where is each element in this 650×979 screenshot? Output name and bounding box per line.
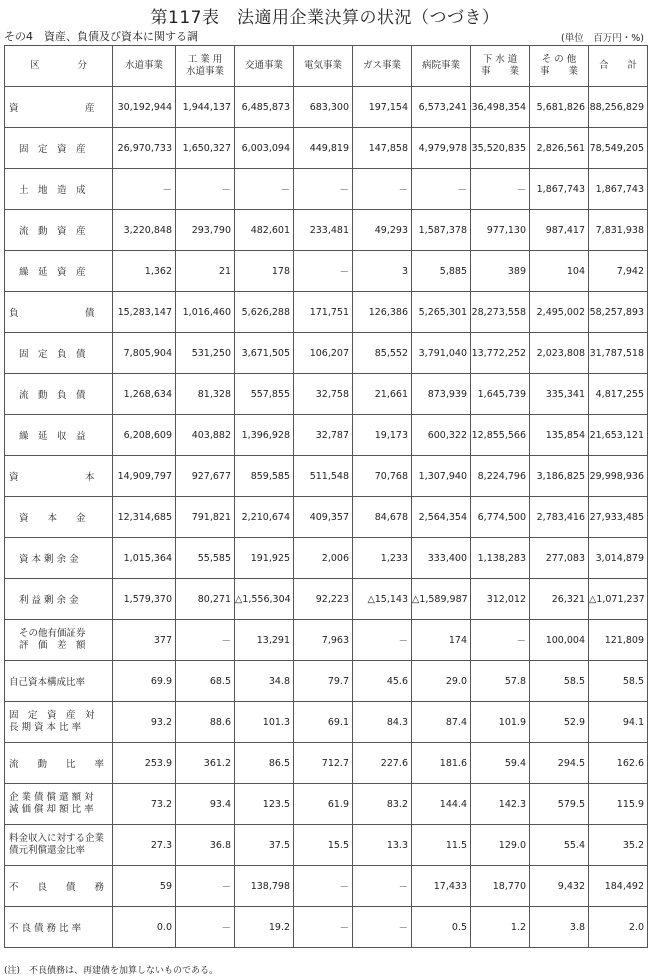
cell-value: 69.1: [294, 702, 353, 743]
cell-value: 18,770: [471, 866, 530, 907]
cell-value: 59.4: [471, 743, 530, 784]
cell-value: －: [176, 620, 235, 661]
cell-value: 34.8: [235, 661, 294, 702]
cell-value: 6,485,873: [235, 87, 294, 128]
cell-value: 3,220,848: [113, 210, 176, 251]
cell-value: 147,858: [353, 128, 412, 169]
cell-value: 0.5: [412, 907, 471, 948]
cell-value: －: [353, 866, 412, 907]
row-label: 利 益 剰 余 金: [5, 579, 113, 620]
cell-value: 791,821: [176, 497, 235, 538]
cell-value: 58.5: [530, 661, 589, 702]
row-label: 繰 延 資 産: [5, 251, 113, 292]
row-label: 固 定 資 産 対 長 期 資 本 比 率: [5, 702, 113, 743]
cell-value: 55,585: [176, 538, 235, 579]
cell-value: 58,257,893: [589, 292, 648, 333]
cell-value: 312,012: [471, 579, 530, 620]
cell-value: 14,909,797: [113, 456, 176, 497]
header-col: 交通事業: [235, 46, 294, 87]
cell-value: 6,573,241: [412, 87, 471, 128]
cell-value: 2,564,354: [412, 497, 471, 538]
cell-value: －: [294, 866, 353, 907]
cell-value: 3.8: [530, 907, 589, 948]
cell-value: 19,173: [353, 415, 412, 456]
cell-value: 17,433: [412, 866, 471, 907]
cell-value: 1,307,940: [412, 456, 471, 497]
cell-value: 1,016,460: [176, 292, 235, 333]
cell-value: 21: [176, 251, 235, 292]
cell-value: 1.2: [471, 907, 530, 948]
cell-value: 135,854: [530, 415, 589, 456]
cell-value: 30,192,944: [113, 87, 176, 128]
row-label: 資 本: [5, 456, 113, 497]
cell-value: 294.5: [530, 743, 589, 784]
cell-value: 2,006: [294, 538, 353, 579]
header-col: 合 計: [589, 46, 648, 87]
header-col: 下 水 道 事 業: [471, 46, 530, 87]
cell-value: 84.3: [353, 702, 412, 743]
row-label: 流 動 負 債: [5, 374, 113, 415]
cell-value: 171,751: [294, 292, 353, 333]
cell-value: 3,014,879: [589, 538, 648, 579]
table-row: [5, 866, 648, 907]
row-label: その他有価証券 評 価 差 額: [5, 620, 113, 661]
cell-value: －: [353, 169, 412, 210]
cell-value: 9,432: [530, 866, 589, 907]
cell-value: 52.9: [530, 702, 589, 743]
cell-value: 80,271: [176, 579, 235, 620]
cell-value: 129.0: [471, 825, 530, 866]
cell-value: 927,677: [176, 456, 235, 497]
header-col: 水道事業: [113, 46, 176, 87]
cell-value: 73.2: [113, 784, 176, 825]
cell-value: －: [353, 907, 412, 948]
cell-value: △15,143: [353, 579, 412, 620]
cell-value: 409,357: [294, 497, 353, 538]
cell-value: 1,579,370: [113, 579, 176, 620]
cell-value: 123.5: [235, 784, 294, 825]
cell-value: 377: [113, 620, 176, 661]
cell-value: 4,979,978: [412, 128, 471, 169]
cell-value: 101.9: [471, 702, 530, 743]
row-label: 固 定 資 産: [5, 128, 113, 169]
cell-value: 45.6: [353, 661, 412, 702]
cell-value: 1,268,634: [113, 374, 176, 415]
cell-value: 121,809: [589, 620, 648, 661]
footnote: (注) 不良債務は、再建債を加算しないものである。: [4, 966, 219, 976]
cell-value: 3,791,040: [412, 333, 471, 374]
cell-value: 4,817,255: [589, 374, 648, 415]
row-label: 流 動 資 産: [5, 210, 113, 251]
table-row: [5, 743, 648, 784]
cell-value: 403,882: [176, 415, 235, 456]
row-label: 資 本 金: [5, 497, 113, 538]
cell-value: 32,787: [294, 415, 353, 456]
cell-value: 68.5: [176, 661, 235, 702]
cell-value: 227.6: [353, 743, 412, 784]
cell-value: 61.9: [294, 784, 353, 825]
cell-value: 11.5: [412, 825, 471, 866]
cell-value: 59: [113, 866, 176, 907]
cell-value: 557,855: [235, 374, 294, 415]
cell-value: 36,498,354: [471, 87, 530, 128]
row-label: 流 動 比 率: [5, 743, 113, 784]
cell-value: 28,273,558: [471, 292, 530, 333]
row-label: 企 業 債 償 還 額 対 減 価 償 却 額 比 率: [5, 784, 113, 825]
row-label: 不 良 債 務 比 率: [5, 907, 113, 948]
cell-value: 5,626,288: [235, 292, 294, 333]
cell-value: 531,250: [176, 333, 235, 374]
cell-value: 15,283,147: [113, 292, 176, 333]
cell-value: △1,589,987: [412, 579, 471, 620]
table-row: [5, 907, 648, 948]
cell-value: 1,645,739: [471, 374, 530, 415]
row-label: 資 産: [5, 87, 113, 128]
cell-value: 197,154: [353, 87, 412, 128]
table-row: [5, 169, 648, 210]
cell-value: 13,291: [235, 620, 294, 661]
table-title: 第117表 法適用企業決算の状況（つづき）: [150, 8, 500, 28]
cell-value: 85,552: [353, 333, 412, 374]
cell-value: 191,925: [235, 538, 294, 579]
cell-value: 1,362: [113, 251, 176, 292]
row-label: 自己資本構成比率: [5, 661, 113, 702]
cell-value: 27.3: [113, 825, 176, 866]
table-row: [5, 292, 648, 333]
cell-value: 35,520,835: [471, 128, 530, 169]
cell-value: 482,601: [235, 210, 294, 251]
cell-value: 115.9: [589, 784, 648, 825]
header-col: 工 業 用 水道事業: [176, 46, 235, 87]
table-row: [5, 497, 648, 538]
header-label: 区 分: [5, 46, 113, 87]
cell-value: 93.4: [176, 784, 235, 825]
cell-value: 13,772,252: [471, 333, 530, 374]
cell-value: －: [176, 907, 235, 948]
header-col: ガス事業: [353, 46, 412, 87]
cell-value: 2,023,808: [530, 333, 589, 374]
cell-value: 1,867,743: [530, 169, 589, 210]
cell-value: 69.9: [113, 661, 176, 702]
cell-value: 233,481: [294, 210, 353, 251]
cell-value: 7,963: [294, 620, 353, 661]
cell-value: 27,933,485: [589, 497, 648, 538]
cell-value: 1,233: [353, 538, 412, 579]
cell-value: 181.6: [412, 743, 471, 784]
cell-value: 106,207: [294, 333, 353, 374]
cell-value: 1,944,137: [176, 87, 235, 128]
row-label: 土 地 造 成: [5, 169, 113, 210]
cell-value: 57.8: [471, 661, 530, 702]
table-row: [5, 579, 648, 620]
cell-value: 5,265,301: [412, 292, 471, 333]
cell-value: －: [235, 169, 294, 210]
cell-value: 2.0: [589, 907, 648, 948]
cell-value: －: [353, 620, 412, 661]
cell-value: 683,300: [294, 87, 353, 128]
cell-value: 94.1: [589, 702, 648, 743]
cell-value: 21,661: [353, 374, 412, 415]
cell-value: 7,942: [589, 251, 648, 292]
table-row: [5, 415, 648, 456]
cell-value: 88.6: [176, 702, 235, 743]
cell-value: －: [176, 169, 235, 210]
cell-value: 1,396,928: [235, 415, 294, 456]
cell-value: 2,495,002: [530, 292, 589, 333]
cell-value: －: [294, 169, 353, 210]
cell-value: －: [471, 169, 530, 210]
table-row: [5, 374, 648, 415]
cell-value: 7,831,938: [589, 210, 648, 251]
cell-value: 1,867,743: [589, 169, 648, 210]
cell-value: 712.7: [294, 743, 353, 784]
cell-value: 49,293: [353, 210, 412, 251]
cell-value: 88,256,829: [589, 87, 648, 128]
table-row: [5, 538, 648, 579]
row-label: 繰 延 収 益: [5, 415, 113, 456]
cell-value: 15.5: [294, 825, 353, 866]
table-row: [5, 825, 648, 866]
cell-value: 449,819: [294, 128, 353, 169]
cell-value: 1,587,378: [412, 210, 471, 251]
cell-value: 600,322: [412, 415, 471, 456]
cell-value: 92,223: [294, 579, 353, 620]
row-label: 料金収入に対する企業 債元利償還金比率: [5, 825, 113, 866]
table-row: [5, 128, 648, 169]
cell-value: 873,939: [412, 374, 471, 415]
table-row: [5, 784, 648, 825]
cell-value: 26,970,733: [113, 128, 176, 169]
table-subtitle: その4 資産、負債及び資本に関する調: [4, 30, 198, 43]
table-row: [5, 251, 648, 292]
cell-value: 6,208,609: [113, 415, 176, 456]
header-col: 電気事業: [294, 46, 353, 87]
cell-value: △1,071,237: [589, 579, 648, 620]
cell-value: △1,556,304: [235, 579, 294, 620]
header-col: 病院事業: [412, 46, 471, 87]
cell-value: 100,004: [530, 620, 589, 661]
cell-value: 13.3: [353, 825, 412, 866]
cell-value: 79.7: [294, 661, 353, 702]
row-label: 資 本 剰 余 金: [5, 538, 113, 579]
cell-value: 5,885: [412, 251, 471, 292]
cell-value: 32,758: [294, 374, 353, 415]
cell-value: －: [176, 866, 235, 907]
cell-value: 31,787,518: [589, 333, 648, 374]
row-label: 負 債: [5, 292, 113, 333]
cell-value: 361.2: [176, 743, 235, 784]
cell-value: 178: [235, 251, 294, 292]
cell-value: 142.3: [471, 784, 530, 825]
cell-value: 333,400: [412, 538, 471, 579]
cell-value: 1,015,364: [113, 538, 176, 579]
table-row: [5, 87, 648, 128]
cell-value: 29,998,936: [589, 456, 648, 497]
cell-value: 86.5: [235, 743, 294, 784]
cell-value: －: [412, 169, 471, 210]
cell-value: 83.2: [353, 784, 412, 825]
unit-label: (単位 百万円・%): [561, 33, 644, 44]
cell-value: 3: [353, 251, 412, 292]
cell-value: 335,341: [530, 374, 589, 415]
cell-value: 104: [530, 251, 589, 292]
table-row: [5, 456, 648, 497]
cell-value: 138,798: [235, 866, 294, 907]
cell-value: 19.2: [235, 907, 294, 948]
cell-value: －: [294, 251, 353, 292]
cell-value: －: [471, 620, 530, 661]
cell-value: 859,585: [235, 456, 294, 497]
cell-value: 126,386: [353, 292, 412, 333]
cell-value: 3,186,825: [530, 456, 589, 497]
cell-value: 12,314,685: [113, 497, 176, 538]
header-row: [5, 46, 648, 87]
cell-value: 6,003,094: [235, 128, 294, 169]
cell-value: 35.2: [589, 825, 648, 866]
table-row: [5, 620, 648, 661]
cell-value: 2,826,561: [530, 128, 589, 169]
cell-value: 511,548: [294, 456, 353, 497]
cell-value: 293,790: [176, 210, 235, 251]
cell-value: 174: [412, 620, 471, 661]
table-row: [5, 661, 648, 702]
cell-value: 37.5: [235, 825, 294, 866]
header-col: そ の 他 事 業: [530, 46, 589, 87]
cell-value: 977,130: [471, 210, 530, 251]
cell-value: 0.0: [113, 907, 176, 948]
cell-value: 389: [471, 251, 530, 292]
cell-value: 29.0: [412, 661, 471, 702]
row-label: 不 良 債 務: [5, 866, 113, 907]
cell-value: 987,417: [530, 210, 589, 251]
cell-value: －: [113, 169, 176, 210]
cell-value: 8,224,796: [471, 456, 530, 497]
cell-value: 55.4: [530, 825, 589, 866]
cell-value: 1,138,283: [471, 538, 530, 579]
cell-value: 253.9: [113, 743, 176, 784]
table-row: [5, 210, 648, 251]
cell-value: 5,681,826: [530, 87, 589, 128]
cell-value: 21,653,121: [589, 415, 648, 456]
cell-value: 3,671,505: [235, 333, 294, 374]
cell-value: 26,321: [530, 579, 589, 620]
cell-value: 36.8: [176, 825, 235, 866]
cell-value: 70,768: [353, 456, 412, 497]
cell-value: 6,774,500: [471, 497, 530, 538]
cell-value: 162.6: [589, 743, 648, 784]
cell-value: 93.2: [113, 702, 176, 743]
row-label: 固 定 負 債: [5, 333, 113, 374]
cell-value: 277,083: [530, 538, 589, 579]
cell-value: 101.3: [235, 702, 294, 743]
cell-value: 84,678: [353, 497, 412, 538]
table-row: [5, 333, 648, 374]
table-row: [5, 702, 648, 743]
cell-value: －: [294, 907, 353, 948]
cell-value: 1,650,327: [176, 128, 235, 169]
cell-value: 144.4: [412, 784, 471, 825]
cell-value: 2,783,416: [530, 497, 589, 538]
cell-value: 12,855,566: [471, 415, 530, 456]
cell-value: 81,328: [176, 374, 235, 415]
cell-value: 58.5: [589, 661, 648, 702]
cell-value: 87.4: [412, 702, 471, 743]
cell-value: 579.5: [530, 784, 589, 825]
cell-value: 7,805,904: [113, 333, 176, 374]
cell-value: 78,549,205: [589, 128, 648, 169]
cell-value: 2,210,674: [235, 497, 294, 538]
financial-table: [4, 45, 648, 948]
cell-value: 184,492: [589, 866, 648, 907]
